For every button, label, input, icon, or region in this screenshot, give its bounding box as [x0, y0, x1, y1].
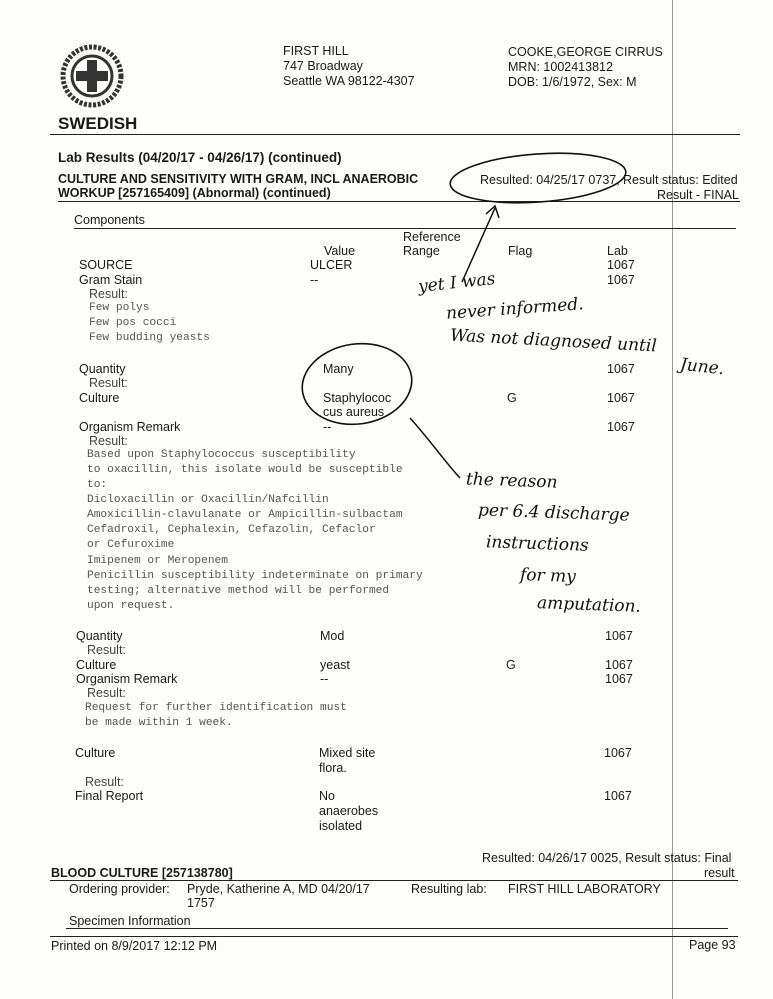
row-final-value3: isolated — [319, 819, 363, 833]
remark2-line: Request for further identification must — [85, 702, 347, 714]
provider-label: Ordering provider: — [69, 882, 170, 896]
row-cult2-name: Culture — [76, 658, 117, 672]
row-remark2-value: -- — [320, 672, 329, 686]
row-gram-lab: 1067 — [607, 273, 635, 287]
row-source-name: SOURCE — [79, 258, 133, 272]
printed-on: Printed on 8/9/2017 12:12 PM — [51, 939, 218, 953]
row-cult2-lab: 1067 — [605, 658, 633, 672]
row-cult3-value2: flora. — [319, 761, 347, 775]
facility-street: 747 Broadway — [283, 59, 363, 73]
row-cult3-value1: Mixed site — [319, 746, 376, 760]
row-cult2-flag: G — [506, 658, 516, 672]
remark1-line: upon request. — [87, 600, 175, 612]
result-status: Result status: Edited — [623, 173, 738, 187]
blood-title: BLOOD CULTURE [257138780] — [51, 866, 233, 880]
page-number: Page 93 — [689, 938, 736, 952]
facility-city: Seattle WA 98122-4307 — [283, 74, 415, 88]
row-final-lab: 1067 — [604, 789, 632, 803]
row-cult1-name: Culture — [79, 391, 120, 405]
gram-line: Few polys — [89, 302, 150, 314]
row-qty2-result: Result: — [87, 643, 126, 657]
col-value: Value — [324, 244, 356, 258]
row-gram-result: Result: — [89, 287, 128, 301]
col-components: Components — [74, 213, 145, 227]
remark1-line: Cefadroxil, Cephalexin, Cefazolin, Cefaclor — [87, 524, 376, 536]
patient-name: COOKE,GEORGE CIRRUS — [508, 45, 663, 59]
row-source-value: ULCER — [310, 258, 353, 272]
row-qty2-name: Quantity — [76, 629, 123, 643]
note1-line: yet I was — [417, 269, 497, 297]
remark1-line: to oxacillin, this isolate would be susceptible — [87, 464, 403, 476]
remark1-line: Dicloxacillin or Oxacillin/Nafcillin — [87, 494, 329, 506]
specimen-information: Specimen Information — [69, 914, 191, 928]
col-range: Range — [403, 244, 440, 258]
test-title-line2: WORKUP [257165409] (Abnormal) (continued) — [58, 186, 331, 200]
provider-time: 1757 — [187, 896, 215, 910]
remark1-line: Penicillin susceptibility indeterminate on primary — [87, 570, 423, 582]
test-title-line1: CULTURE AND SENSITIVITY WITH GRAM, INCL ANAEROBIC — [58, 172, 419, 186]
note2-line: per 6.4 discharge — [477, 500, 630, 526]
note1-line: June. — [679, 354, 726, 380]
row-final-name: Final Report — [75, 789, 144, 803]
remark1-line: testing; alternative method will be performed — [87, 585, 390, 597]
remark1-line: Based upon Staphylococcus susceptibility — [87, 449, 356, 461]
row-cult1-value2: cus aureus — [323, 405, 385, 419]
note1-line: never informed. — [445, 294, 585, 324]
row-cult1-value1: Staphylococ — [323, 391, 392, 405]
note1-line: Was not diagnosed until — [449, 325, 658, 357]
row-cult3-lab: 1067 — [604, 746, 632, 760]
col-reference: Reference — [403, 230, 461, 244]
row-remark2-lab: 1067 — [605, 672, 633, 686]
row-final-value1: No — [319, 789, 335, 803]
row-final-value2: anaerobes — [319, 804, 379, 818]
row-cult2-value: yeast — [320, 658, 350, 672]
facility-name: FIRST HILL — [283, 44, 349, 58]
row-cult3-result: Result: — [85, 775, 124, 789]
remark1-line: Imipenem or Meropenem — [87, 555, 228, 567]
row-gram-name: Gram Stain — [79, 273, 143, 287]
resulting-lab-label: Resulting lab: — [411, 882, 487, 896]
brand-name: SWEDISH — [58, 114, 138, 133]
remark1-line: or Cefuroxime — [87, 539, 175, 551]
row-remark2-result: Result: — [87, 686, 126, 700]
row-cult1-flag: G — [507, 391, 517, 405]
gram-line: Few budding yeasts — [89, 332, 210, 344]
resulting-lab: FIRST HILL LABORATORY — [508, 882, 661, 896]
row-qty1-result: Result: — [89, 376, 128, 390]
remark2-line: be made within 1 week. — [85, 717, 233, 729]
col-flag: Flag — [508, 244, 533, 258]
row-remark1-value: -- — [323, 420, 332, 434]
row-cult1-lab: 1067 — [607, 391, 635, 405]
resulted-time: Resulted: 04/25/17 0737, — [480, 173, 620, 187]
note2-line: instructions — [485, 532, 590, 556]
note2-line: the reason — [465, 469, 558, 493]
patient-dob: DOB: 1/6/1972, Sex: M — [508, 75, 637, 89]
row-qty1-value: Many — [323, 362, 354, 376]
row-remark2-name: Organism Remark — [76, 672, 178, 686]
row-cult3-name: Culture — [75, 746, 116, 760]
row-gram-value: -- — [310, 273, 319, 287]
blood-resulted: Resulted: 04/26/17 0025, Result status: Final — [482, 851, 732, 865]
row-qty1-name: Quantity — [79, 362, 126, 376]
row-qty1-lab: 1067 — [607, 362, 635, 376]
row-qty2-value: Mod — [320, 629, 345, 643]
row-source-lab: 1067 — [607, 258, 635, 272]
row-remark1-lab: 1067 — [607, 420, 635, 434]
patient-mrn: MRN: 1002413812 — [508, 60, 613, 74]
blood-result-word: result — [704, 866, 735, 880]
row-remark1-result: Result: — [89, 434, 128, 448]
provider-name: Pryde, Katherine A, MD 04/20/17 — [187, 882, 370, 896]
section-title: Lab Results (04/20/17 - 04/26/17) (continued) — [58, 150, 342, 165]
col-lab: Lab — [607, 244, 628, 258]
gram-line: Few pos cocci — [89, 317, 177, 329]
remark1-line: Amoxicillin-clavulanate or Ampicillin-sulbactam — [87, 509, 403, 521]
note2-line: amputation. — [536, 593, 642, 617]
note2-line: for my — [519, 565, 577, 587]
result-final: Result - FINAL — [657, 188, 739, 202]
row-remark1-name: Organism Remark — [79, 420, 181, 434]
remark1-line: to: — [87, 479, 108, 491]
row-qty2-lab: 1067 — [605, 629, 633, 643]
